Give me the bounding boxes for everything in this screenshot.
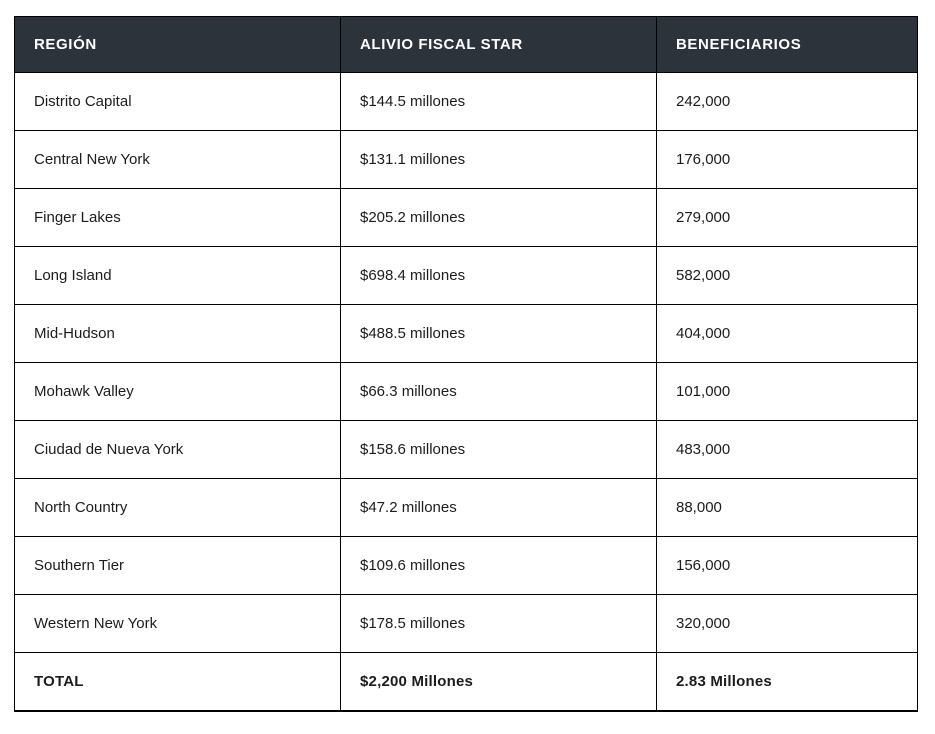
table-body	[15, 73, 918, 712]
region-cell: Long Island	[15, 247, 341, 305]
star-relief-table	[14, 16, 918, 712]
table-row	[15, 305, 918, 363]
table-row	[15, 247, 918, 305]
beneficiaries-cell: 176,000	[657, 131, 918, 189]
beneficiaries-cell: 582,000	[657, 247, 918, 305]
beneficiaries-cell: 320,000	[657, 595, 918, 653]
total-label-cell: TOTAL	[15, 653, 341, 712]
table-row	[15, 595, 918, 653]
header-row	[15, 17, 918, 73]
beneficiaries-cell: 404,000	[657, 305, 918, 363]
table-row	[15, 537, 918, 595]
beneficiaries-cell: 242,000	[657, 73, 918, 131]
column-header: BENEFICIARIOS	[657, 17, 918, 73]
column-header: REGIÓN	[15, 17, 341, 73]
beneficiaries-cell: 483,000	[657, 421, 918, 479]
table-row	[15, 363, 918, 421]
column-header: ALIVIO FISCAL STAR	[341, 17, 657, 73]
table-row	[15, 73, 918, 131]
relief-amount-cell: $178.5 millones	[341, 595, 657, 653]
region-cell: Finger Lakes	[15, 189, 341, 247]
relief-amount-cell: $131.1 millones	[341, 131, 657, 189]
table-row	[15, 421, 918, 479]
region-cell: Mid-Hudson	[15, 305, 341, 363]
region-cell: Western New York	[15, 595, 341, 653]
table-row	[15, 131, 918, 189]
relief-amount-cell: $47.2 millones	[341, 479, 657, 537]
relief-amount-cell: $144.5 millones	[341, 73, 657, 131]
table-row	[15, 189, 918, 247]
relief-amount-cell: $158.6 millones	[341, 421, 657, 479]
relief-amount-cell: $66.3 millones	[341, 363, 657, 421]
beneficiaries-cell: 88,000	[657, 479, 918, 537]
total-relief-cell: $2,200 Millones	[341, 653, 657, 712]
region-cell: Southern Tier	[15, 537, 341, 595]
star-relief-table-container	[14, 16, 918, 712]
total-beneficiaries-cell: 2.83 Millones	[657, 653, 918, 712]
table-header	[15, 17, 918, 73]
beneficiaries-cell: 156,000	[657, 537, 918, 595]
beneficiaries-cell: 101,000	[657, 363, 918, 421]
relief-amount-cell: $205.2 millones	[341, 189, 657, 247]
region-cell: Central New York	[15, 131, 341, 189]
region-cell: Mohawk Valley	[15, 363, 341, 421]
region-cell: Distrito Capital	[15, 73, 341, 131]
relief-amount-cell: $488.5 millones	[341, 305, 657, 363]
relief-amount-cell: $698.4 millones	[341, 247, 657, 305]
region-cell: North Country	[15, 479, 341, 537]
beneficiaries-cell: 279,000	[657, 189, 918, 247]
relief-amount-cell: $109.6 millones	[341, 537, 657, 595]
region-cell: Ciudad de Nueva York	[15, 421, 341, 479]
table-row	[15, 479, 918, 537]
total-row	[15, 653, 918, 712]
